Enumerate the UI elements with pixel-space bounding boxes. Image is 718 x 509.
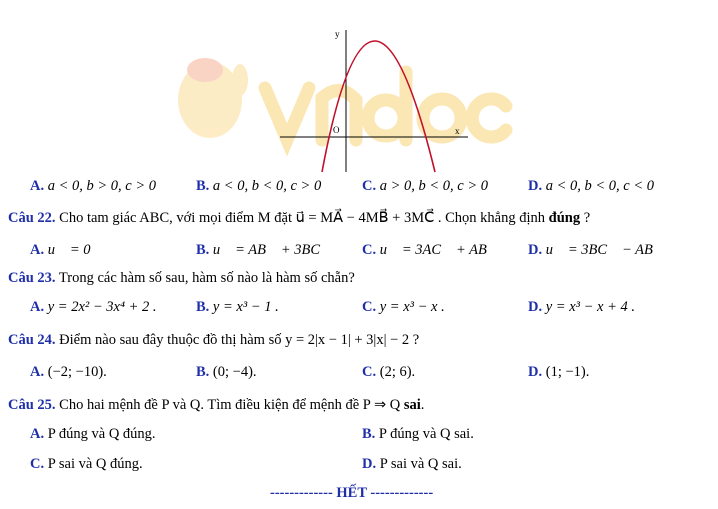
option-letter: B. — [196, 364, 210, 380]
option-letter: C. — [362, 242, 377, 258]
option-text: a < 0, b > 0, c > 0 — [47, 178, 157, 194]
option-text: u⃗ = 3AC⃗ + AB⃗ — [379, 242, 499, 258]
option-c[interactable] — [362, 364, 415, 381]
question-end: ? — [580, 210, 591, 226]
option-letter: C. — [362, 178, 377, 194]
option-d[interactable] — [528, 299, 635, 316]
option-d[interactable] — [362, 456, 462, 473]
option-text: a < 0, b < 0, c < 0 — [545, 178, 655, 194]
question-text: Trong các hàm số sau, hàm số nào là hàm số chẵn? — [58, 270, 355, 286]
mascot-logo — [178, 58, 248, 138]
option-text: P đúng và Q đúng. — [47, 426, 156, 442]
option-d[interactable] — [528, 242, 664, 259]
option-text: y = x³ − x + 4 . — [545, 299, 635, 315]
question-label: Câu 23. — [8, 270, 56, 286]
option-letter: C. — [362, 364, 377, 380]
option-b[interactable] — [196, 364, 257, 381]
question-emphasis: đúng — [548, 210, 581, 226]
option-letter: A. — [30, 178, 45, 194]
end-marker: ------------- HẾT ------------- — [270, 485, 434, 501]
option-letter: B. — [196, 178, 210, 194]
option-text: y = 2x² − 3x⁴ + 2 . — [47, 299, 157, 315]
option-letter: B. — [196, 299, 210, 315]
question-emphasis: sai — [403, 397, 421, 413]
option-letter: B. — [196, 242, 210, 258]
vndoc-watermark-logo — [265, 72, 506, 140]
option-text: P sai và Q đúng. — [47, 456, 143, 472]
option-b[interactable] — [362, 426, 474, 443]
option-letter: D. — [362, 456, 377, 472]
option-text: y = x³ − 1 . — [212, 299, 279, 315]
option-text: y = x³ − x . — [379, 299, 445, 315]
option-letter: D. — [528, 178, 543, 194]
option-a[interactable] — [30, 299, 157, 316]
question-24 — [8, 332, 419, 349]
option-text: u⃗ = 0⃗ — [47, 242, 102, 258]
question-text: Điểm nào sau đây thuộc đồ thị hàm số y = 2|x − 1| + 3|x| − 2 ? — [59, 332, 420, 348]
question-text: Cho hai mệnh đề P và Q. Tìm điều kiện để mệnh đề P ⇒ Q — [59, 397, 404, 413]
option-c[interactable] — [362, 242, 498, 259]
option-letter: D. — [528, 364, 543, 380]
option-a[interactable] — [30, 242, 102, 259]
option-letter: A. — [30, 299, 45, 315]
origin-label: O — [333, 125, 340, 135]
option-c[interactable] — [30, 456, 143, 473]
option-letter: D. — [528, 242, 543, 258]
option-text: a > 0, b < 0, c > 0 — [379, 178, 489, 194]
question-text: Cho tam giác ABC, với mọi điểm M đặt u⃗ = MA⃗ − 4MB⃗ + 3MC⃗ . Chọn khẳng định — [59, 210, 549, 226]
x-axis-label: x — [455, 126, 460, 136]
option-text: u⃗ = AB⃗ + 3BC⃗ — [212, 242, 332, 258]
question-23 — [8, 270, 355, 287]
option-letter: D. — [528, 299, 543, 315]
option-letter: B. — [362, 426, 376, 442]
option-text: P sai và Q sai. — [379, 456, 462, 472]
option-b[interactable] — [196, 178, 321, 195]
question-label: Câu 24. — [8, 332, 56, 348]
y-axis-label: y — [335, 29, 340, 39]
question-label: Câu 22. — [8, 210, 56, 226]
option-a[interactable] — [30, 364, 107, 381]
question-22 — [8, 210, 590, 227]
question-label: Câu 25. — [8, 397, 56, 413]
option-letter: C. — [362, 299, 377, 315]
option-d[interactable] — [528, 178, 654, 195]
option-d[interactable] — [528, 364, 589, 381]
option-text: a < 0, b < 0, c > 0 — [212, 178, 322, 194]
option-text: (0; −4). — [212, 364, 257, 380]
option-c[interactable] — [362, 178, 488, 195]
option-text: u⃗ = 3BC⃗ − AB⃗ — [545, 242, 665, 258]
option-letter: C. — [30, 456, 45, 472]
option-text: (2; 6). — [379, 364, 416, 380]
option-a[interactable] — [30, 426, 156, 443]
option-b[interactable] — [196, 299, 279, 316]
option-text: (1; −1). — [545, 364, 590, 380]
option-b[interactable] — [196, 242, 331, 259]
option-text: (−2; −10). — [47, 364, 107, 380]
option-a[interactable] — [30, 178, 156, 195]
question-end: . — [420, 397, 425, 413]
option-letter: A. — [30, 242, 45, 258]
option-text: P đúng và Q sai. — [378, 426, 474, 442]
option-c[interactable] — [362, 299, 445, 316]
option-letter: A. — [30, 364, 45, 380]
question-25 — [8, 397, 424, 414]
option-letter: A. — [30, 426, 45, 442]
